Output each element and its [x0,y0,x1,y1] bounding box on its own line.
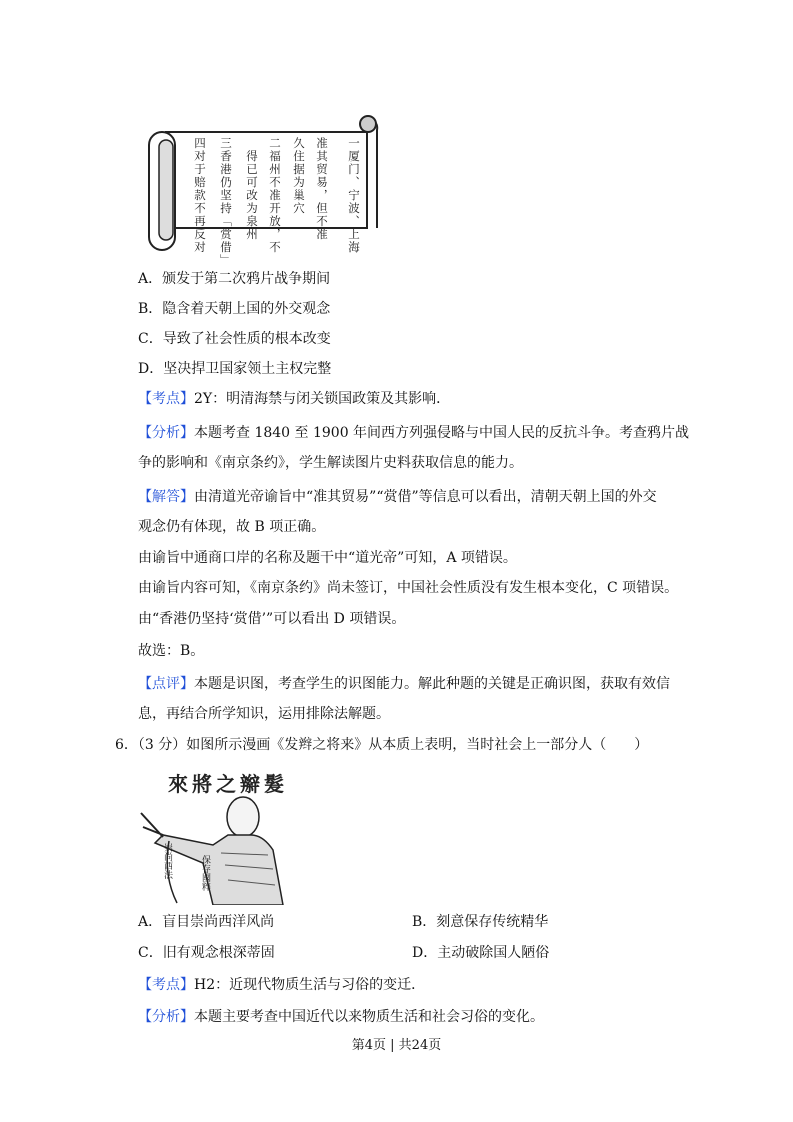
q5-dianping: 【点评】本题是识图，考查学生的识图能力。解此种题的关键是正确识图，获取有效信 [138,676,670,692]
q6-kaodian: 【考点】H2：近现代物质生活与习俗的变迁． [138,977,426,993]
scroll-column: 准其贸易，但不准 [315,137,329,241]
q5-answer: 故选：B。 [138,643,205,659]
q5-jieda: 【解答】由清道光帝谕旨中“准其贸易”“赏借”等信息可以看出，清朝天朝上国的外交 [138,489,657,505]
scroll-column: 得已可改为泉州 [245,150,259,241]
scroll-column: 久住据为巢穴 [292,137,306,215]
edict-scroll-image [145,110,380,255]
cartoon-title: 來將之辮髮 [168,772,288,796]
q5-option-b: B．隐含着天朝上国的外交观念 [138,301,331,317]
q5-option-a: A．颁发于第二次鸦片战争期间 [138,271,331,287]
scroll-column: 三香港仍坚持「赏借」 [219,137,233,267]
q5-option-d: D．坚决捍卫国家领土主权完整 [138,361,332,377]
q5-fenxi-cont: 争的影响和《南京条约》，学生解读图片史料获取信息的能力。 [138,455,523,471]
q6-option-a: A．盲目崇尚西洋风尚 [138,914,275,930]
q5-reason-c: 由谕旨内容可知，《南京条约》尚未签订，中国社会性质没有发生根本变化，C 项错误。 [138,580,679,596]
scroll-column: 二福州不准开放，不 [268,137,282,254]
q5-fenxi: 【分析】本题考查 1840 至 1900 年间西方列强侵略与中国人民的反抗斗争。考查鸦片战 [138,425,690,441]
q5-kaodian: 【考点】2Y：明清海禁与闭关锁国政策及其影响． [138,391,451,407]
q5-dianping-cont: 息，再结合所学知识，运用排除法解题。 [138,706,390,722]
q5-reason-d: 由“香港仍坚持‘赏借’”可以看出 D 项错误。 [138,611,406,627]
cartoon-label-left: 崇尚西法 [162,843,172,879]
q6-option-c: C．旧有观念根深蒂固 [138,945,275,961]
q6-option-d: D．主动破除国人陋俗 [412,945,550,961]
q5-jieda-cont: 观念仍有体现，故 B 项正确。 [138,519,326,535]
page-footer: 第4页 | 共24页 [351,1038,442,1053]
q6-stem: 6．（3 分）如图所示漫画《发辫之将来》从本质上表明，当时社会上一部分人（ ） [115,737,649,753]
q5-reason-a: 由谕旨中通商口岸的名称及题干中“道光帝”可知，A 项错误。 [138,550,517,566]
scroll-column: 四对于赔款不再反对 [193,137,207,254]
scroll-column: 一厦门、宁波、上海 [347,137,361,254]
q6-option-b: B．刻意保存传统精华 [412,914,549,930]
q5-option-c: C．导致了社会性质的根本改变 [138,331,331,347]
q6-fenxi: 【分析】本题主要考查中国近代以来物质生活和社会习俗的变化。 [138,1009,544,1025]
cartoon-label-right: 保存國粹 [200,855,210,891]
